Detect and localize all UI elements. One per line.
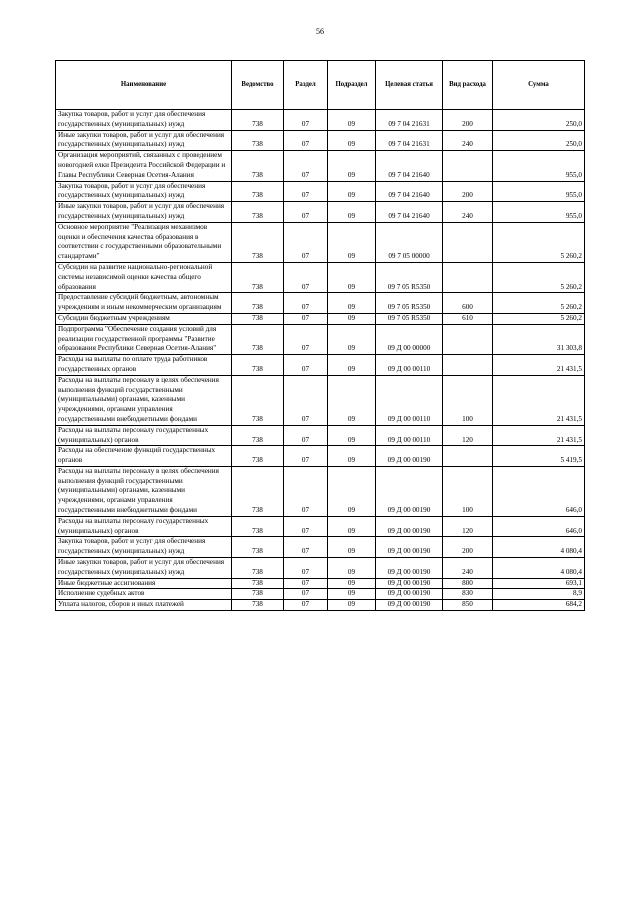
cell-name: Основное мероприятие "Реализация механизмов оценки и обеспечения качества образования в соответствии с государственными образовательными стандартами" — [56, 222, 232, 262]
table-row — [56, 600, 585, 611]
cell-kind: 100 — [443, 466, 493, 516]
cell-subsection: 09 — [328, 558, 376, 579]
cell-section: 07 — [284, 578, 328, 589]
cell-subsection: 09 — [328, 262, 376, 292]
cell-sum: 5 419,5 — [493, 446, 585, 467]
cell-name: Иные закупки товаров, работ и услуг для обеспечения государственных (муниципальных) нужд — [56, 558, 232, 579]
cell-sum: 5 260,2 — [493, 222, 585, 262]
cell-subsection: 09 — [328, 324, 376, 354]
cell-target: 09 7 05 R5350 — [376, 293, 443, 314]
cell-subsection: 09 — [328, 222, 376, 262]
table-row — [56, 222, 585, 262]
cell-target: 09 7 05 00000 — [376, 222, 443, 262]
table-row — [56, 181, 585, 202]
cell-dept: 738 — [232, 578, 284, 589]
cell-section: 07 — [284, 324, 328, 354]
cell-kind — [443, 446, 493, 467]
cell-subsection: 09 — [328, 578, 376, 589]
cell-kind: 600 — [443, 293, 493, 314]
cell-dept: 738 — [232, 537, 284, 558]
cell-kind: 120 — [443, 425, 493, 446]
cell-section: 07 — [284, 425, 328, 446]
cell-name: Субсидии бюджетным учреждениям — [56, 313, 232, 324]
cell-dept: 738 — [232, 466, 284, 516]
cell-kind: 830 — [443, 589, 493, 600]
cell-sum: 250,0 — [493, 130, 585, 151]
cell-kind: 120 — [443, 516, 493, 537]
cell-section: 07 — [284, 222, 328, 262]
cell-target: 09 7 04 21640 — [376, 181, 443, 202]
cell-sum: 8,9 — [493, 589, 585, 600]
header-section: Раздел — [284, 61, 328, 110]
cell-section: 07 — [284, 466, 328, 516]
cell-target: 09 Д 00 00190 — [376, 466, 443, 516]
cell-dept: 738 — [232, 375, 284, 425]
cell-name: Закупка товаров, работ и услуг для обеспечения государственных (муниципальных) нужд — [56, 110, 232, 131]
cell-name: Расходы на выплаты персоналу в целях обеспечения выполнения функций государственными (муниципальными) органами, казенными учреждениями, органами управления государственными внебюджетными фондами — [56, 466, 232, 516]
cell-target: 09 Д 00 00190 — [376, 589, 443, 600]
cell-name: Закупка товаров, работ и услуг для обеспечения государственных (муниципальных) нужд — [56, 537, 232, 558]
budget-table — [55, 60, 585, 611]
cell-dept: 738 — [232, 324, 284, 354]
cell-section: 07 — [284, 375, 328, 425]
cell-dept: 738 — [232, 589, 284, 600]
cell-subsection: 09 — [328, 202, 376, 223]
cell-sum: 21 431,5 — [493, 355, 585, 376]
cell-dept: 738 — [232, 130, 284, 151]
table-row — [56, 313, 585, 324]
table-row — [56, 558, 585, 579]
cell-section: 07 — [284, 262, 328, 292]
cell-target: 09 7 05 R5350 — [376, 262, 443, 292]
cell-dept: 738 — [232, 181, 284, 202]
cell-target: 09 Д 00 00190 — [376, 578, 443, 589]
cell-dept: 738 — [232, 355, 284, 376]
table-row — [56, 151, 585, 181]
cell-name: Уплата налогов, сборов и иных платежей — [56, 600, 232, 611]
cell-kind: 800 — [443, 578, 493, 589]
table-row — [56, 578, 585, 589]
cell-dept: 738 — [232, 262, 284, 292]
cell-name: Расходы на выплаты персоналу в целях обеспечения выполнения функций государственными (муниципальными) органами, казенными учреждениями, органами управления государственными внебюджетными фондами — [56, 375, 232, 425]
cell-sum: 955,0 — [493, 181, 585, 202]
header-subsection: Подраздел — [328, 61, 376, 110]
cell-sum: 684,2 — [493, 600, 585, 611]
cell-section: 07 — [284, 313, 328, 324]
cell-dept: 738 — [232, 446, 284, 467]
cell-kind: 610 — [443, 313, 493, 324]
cell-name: Иные бюджетные ассигнования — [56, 578, 232, 589]
cell-sum: 955,0 — [493, 202, 585, 223]
cell-kind: 850 — [443, 600, 493, 611]
cell-target: 09 7 04 21631 — [376, 110, 443, 131]
table-body — [56, 110, 585, 611]
cell-section: 07 — [284, 446, 328, 467]
cell-section: 07 — [284, 355, 328, 376]
cell-sum: 21 431,5 — [493, 375, 585, 425]
cell-section: 07 — [284, 181, 328, 202]
cell-section: 07 — [284, 558, 328, 579]
table-row — [56, 466, 585, 516]
cell-kind: 240 — [443, 202, 493, 223]
cell-dept: 738 — [232, 202, 284, 223]
cell-kind: 200 — [443, 181, 493, 202]
header-name: Наименование — [56, 61, 232, 110]
cell-subsection: 09 — [328, 425, 376, 446]
cell-sum: 5 260,2 — [493, 262, 585, 292]
header-dept: Ведомство — [232, 61, 284, 110]
cell-subsection: 09 — [328, 313, 376, 324]
cell-name: Расходы на выплаты персоналу государственных (муниципальных) органов — [56, 516, 232, 537]
cell-name: Иные закупки товаров, работ и услуг для обеспечения государственных (муниципальных) нужд — [56, 130, 232, 151]
header-target: Целевая статья — [376, 61, 443, 110]
cell-sum: 21 431,5 — [493, 425, 585, 446]
cell-dept: 738 — [232, 222, 284, 262]
cell-section: 07 — [284, 130, 328, 151]
cell-subsection: 09 — [328, 589, 376, 600]
cell-subsection: 09 — [328, 181, 376, 202]
table-row — [56, 375, 585, 425]
cell-dept: 738 — [232, 293, 284, 314]
table-row — [56, 202, 585, 223]
cell-section: 07 — [284, 537, 328, 558]
header-sum: Сумма — [493, 61, 585, 110]
cell-sum: 4 080,4 — [493, 537, 585, 558]
cell-name: Предоставление субсидий бюджетным, автономным учреждениям и иным некоммерческим организациям — [56, 293, 232, 314]
cell-subsection: 09 — [328, 151, 376, 181]
table-row — [56, 355, 585, 376]
cell-kind: 240 — [443, 558, 493, 579]
cell-name: Закупка товаров, работ и услуг для обеспечения государственных (муниципальных) нужд — [56, 181, 232, 202]
cell-subsection: 09 — [328, 110, 376, 131]
cell-target: 09 Д 00 00110 — [376, 425, 443, 446]
cell-target: 09 Д 00 00190 — [376, 446, 443, 467]
cell-subsection: 09 — [328, 375, 376, 425]
cell-name: Расходы на выплаты по оплате труда работников государственных органов — [56, 355, 232, 376]
cell-sum: 693,1 — [493, 578, 585, 589]
cell-target: 09 Д 00 00190 — [376, 516, 443, 537]
cell-sum: 5 260,2 — [493, 293, 585, 314]
cell-subsection: 09 — [328, 355, 376, 376]
cell-target: 09 Д 00 00110 — [376, 375, 443, 425]
cell-kind: 200 — [443, 537, 493, 558]
table-row — [56, 324, 585, 354]
cell-dept: 738 — [232, 313, 284, 324]
cell-sum: 646,0 — [493, 466, 585, 516]
cell-target: 09 Д 00 00190 — [376, 558, 443, 579]
cell-subsection: 09 — [328, 516, 376, 537]
cell-subsection: 09 — [328, 466, 376, 516]
cell-dept: 738 — [232, 425, 284, 446]
cell-name: Организация мероприятий, связанных с проведением новогодней елки Президента Российской Федерации и Главы Республики Северная Осетия-Алания — [56, 151, 232, 181]
cell-sum: 250,0 — [493, 110, 585, 131]
cell-kind: 200 — [443, 110, 493, 131]
cell-sum: 31 303,8 — [493, 324, 585, 354]
cell-target: 09 Д 00 00190 — [376, 537, 443, 558]
cell-target: 09 7 05 R5350 — [376, 313, 443, 324]
cell-kind — [443, 324, 493, 354]
cell-target: 09 7 04 21640 — [376, 151, 443, 181]
cell-section: 07 — [284, 293, 328, 314]
table-row — [56, 130, 585, 151]
cell-kind: 240 — [443, 130, 493, 151]
cell-subsection: 09 — [328, 446, 376, 467]
table-row — [56, 537, 585, 558]
cell-subsection: 09 — [328, 600, 376, 611]
cell-target: 09 Д 00 00110 — [376, 355, 443, 376]
cell-sum: 646,0 — [493, 516, 585, 537]
cell-target: 09 Д 00 00000 — [376, 324, 443, 354]
cell-kind — [443, 222, 493, 262]
table-row — [56, 293, 585, 314]
cell-subsection: 09 — [328, 130, 376, 151]
cell-dept: 738 — [232, 516, 284, 537]
cell-section: 07 — [284, 516, 328, 537]
table-row — [56, 262, 585, 292]
cell-section: 07 — [284, 110, 328, 131]
cell-name: Исполнение судебных актов — [56, 589, 232, 600]
table-header-row — [56, 61, 585, 110]
cell-name: Расходы на выплаты персоналу государственных (муниципальных) органов — [56, 425, 232, 446]
cell-dept: 738 — [232, 110, 284, 131]
cell-dept: 738 — [232, 600, 284, 611]
cell-dept: 738 — [232, 558, 284, 579]
cell-kind — [443, 355, 493, 376]
cell-name: Субсидии на развитие национально-региональной системы независимой оценки качества общего образования — [56, 262, 232, 292]
cell-kind — [443, 151, 493, 181]
header-kind: Вид расхода — [443, 61, 493, 110]
table-row — [56, 446, 585, 467]
cell-sum: 955,0 — [493, 151, 585, 181]
cell-section: 07 — [284, 600, 328, 611]
table-row — [56, 110, 585, 131]
cell-section: 07 — [284, 589, 328, 600]
cell-sum: 5 260,2 — [493, 313, 585, 324]
cell-target: 09 7 04 21640 — [376, 202, 443, 223]
page-number: 56 — [316, 27, 324, 36]
table-row — [56, 516, 585, 537]
table-row — [56, 425, 585, 446]
cell-section: 07 — [284, 202, 328, 223]
cell-kind: 100 — [443, 375, 493, 425]
cell-name: Расходы на обеспечение функций государственных органов — [56, 446, 232, 467]
cell-subsection: 09 — [328, 293, 376, 314]
cell-target: 09 7 04 21631 — [376, 130, 443, 151]
cell-subsection: 09 — [328, 537, 376, 558]
cell-target: 09 Д 00 00190 — [376, 600, 443, 611]
cell-dept: 738 — [232, 151, 284, 181]
cell-kind — [443, 262, 493, 292]
cell-name: Подпрограмма "Обеспечение создания условий для реализации государственной программы "Развитие образования Республики Северная Осетия-Алания" — [56, 324, 232, 354]
cell-name: Иные закупки товаров, работ и услуг для обеспечения государственных (муниципальных) нужд — [56, 202, 232, 223]
table-row — [56, 589, 585, 600]
cell-section: 07 — [284, 151, 328, 181]
cell-sum: 4 080,4 — [493, 558, 585, 579]
